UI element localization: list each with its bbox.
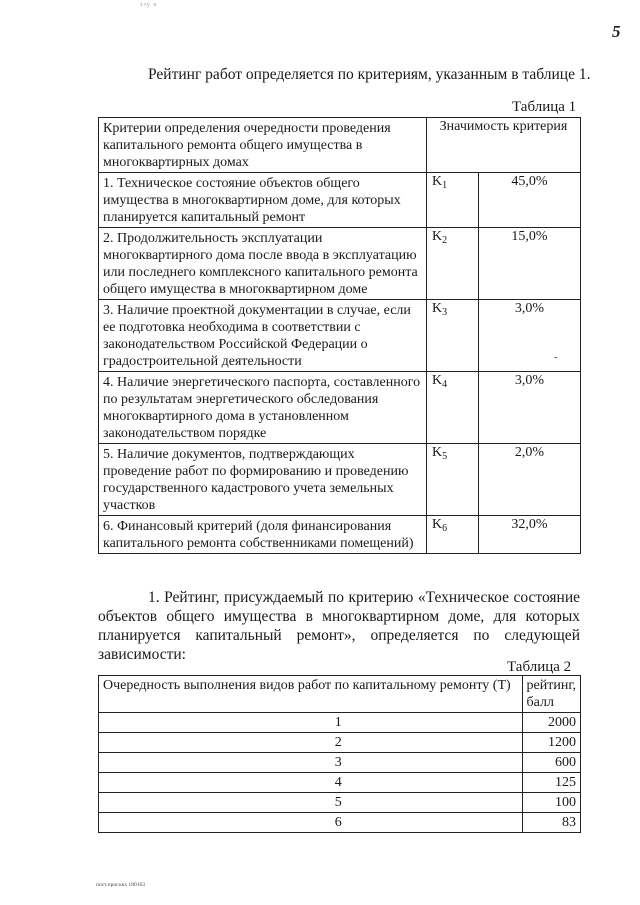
table-row (99, 444, 581, 516)
coefficient-label: $K_5$ (427, 444, 479, 516)
order-cell: 1 (99, 713, 523, 733)
rating-table (98, 675, 581, 833)
score-cell: 83 (522, 813, 580, 833)
criterion-weight: 2,0% (479, 444, 581, 516)
coefficient-label: $K_1$ (427, 173, 479, 228)
table-row (99, 733, 581, 753)
table2-caption: Таблица 2 (507, 659, 572, 675)
table-row (99, 372, 581, 444)
criterion-weight: 15,0% (479, 228, 581, 300)
rating-paragraph (98, 588, 580, 664)
order-cell: 6 (99, 813, 523, 833)
paragraph-text: 1. Рейтинг, присуждаемый по критерию «Техническое состояние объектов общего имущества в многоквартирном доме, для которых планируется капитальный ремонт», определяется по следующей зависимости: (98, 589, 580, 663)
criterion-text: 6. Финансовый критерий (доля финансирования капитального ремонта собственниками помещений) (99, 516, 427, 554)
table-header-row (99, 676, 581, 713)
criterion-weight: 3,0% (479, 300, 581, 372)
criterion-text: 3. Наличие проектной документации в случае, если ее подготовка необходима в соответствии с законодательством Российской Федерации о градостроительной деятельности (99, 300, 427, 372)
criterion-weight: 32,0% (479, 516, 581, 554)
scan-mark: ззу я (140, 2, 157, 8)
score-cell: 125 (522, 773, 580, 793)
table-header-row (99, 118, 581, 173)
criteria-table (98, 117, 581, 554)
order-cell: 2 (99, 733, 523, 753)
coefficient-label: $K_3$ (427, 300, 479, 372)
table-row (99, 173, 581, 228)
intro-text: Рейтинг работ определяется по критериям, указанным в таблице 1. (148, 66, 591, 83)
page-number: 5 (612, 22, 621, 41)
criterion-text: 5. Наличие документов, подтверждающих проведение работ по формированию и проведению государственного кадастрового учета земельных участков (99, 444, 427, 516)
footer-code: пост.прог.ккх 180163 (96, 882, 146, 888)
order-cell: 3 (99, 753, 523, 773)
score-cell: 2000 (522, 713, 580, 733)
table1-caption: Таблица 1 (512, 99, 577, 115)
criterion-weight: 45,0% (479, 173, 581, 228)
table-row (99, 793, 581, 813)
table-row (99, 300, 581, 372)
table-row (99, 516, 581, 554)
header-score: рейтинг, балл (522, 676, 580, 713)
order-cell: 4 (99, 773, 523, 793)
table-row (99, 813, 581, 833)
table-row (99, 773, 581, 793)
table-row (99, 228, 581, 300)
criterion-text: 1. Техническое состояние объектов общего имущества в многоквартирном доме, для которых планируется капитальный ремонт (99, 173, 427, 228)
criterion-text: 2. Продолжительность эксплуатации многоквартирного дома после ввода в эксплуатацию или последнего комплексного капитального ремонта общего имущества в многоквартирном доме (99, 228, 427, 300)
order-cell: 5 (99, 793, 523, 813)
scan-dash-mark: - (554, 352, 558, 363)
score-cell: 100 (522, 793, 580, 813)
header-criteria: Критерии определения очередности проведения капитального ремонта общего имущества в многоквартирных домах (99, 118, 427, 173)
criterion-weight: 3,0% (479, 372, 581, 444)
score-cell: 600 (522, 753, 580, 773)
coefficient-label: $K_2$ (427, 228, 479, 300)
coefficient-label: $K_4$ (427, 372, 479, 444)
score-cell: 1200 (522, 733, 580, 753)
table-row (99, 713, 581, 733)
header-weight: Значимость критерия (427, 118, 581, 173)
criterion-text: 4. Наличие энергетического паспорта, составленного по результатам энергетического обследования многоквартирного дома в установленном законодательством порядке (99, 372, 427, 444)
table-row (99, 753, 581, 773)
header-order: Очередность выполнения видов работ по капитальному ремонту (Т) (99, 676, 523, 713)
coefficient-label: $K_6$ (427, 516, 479, 554)
